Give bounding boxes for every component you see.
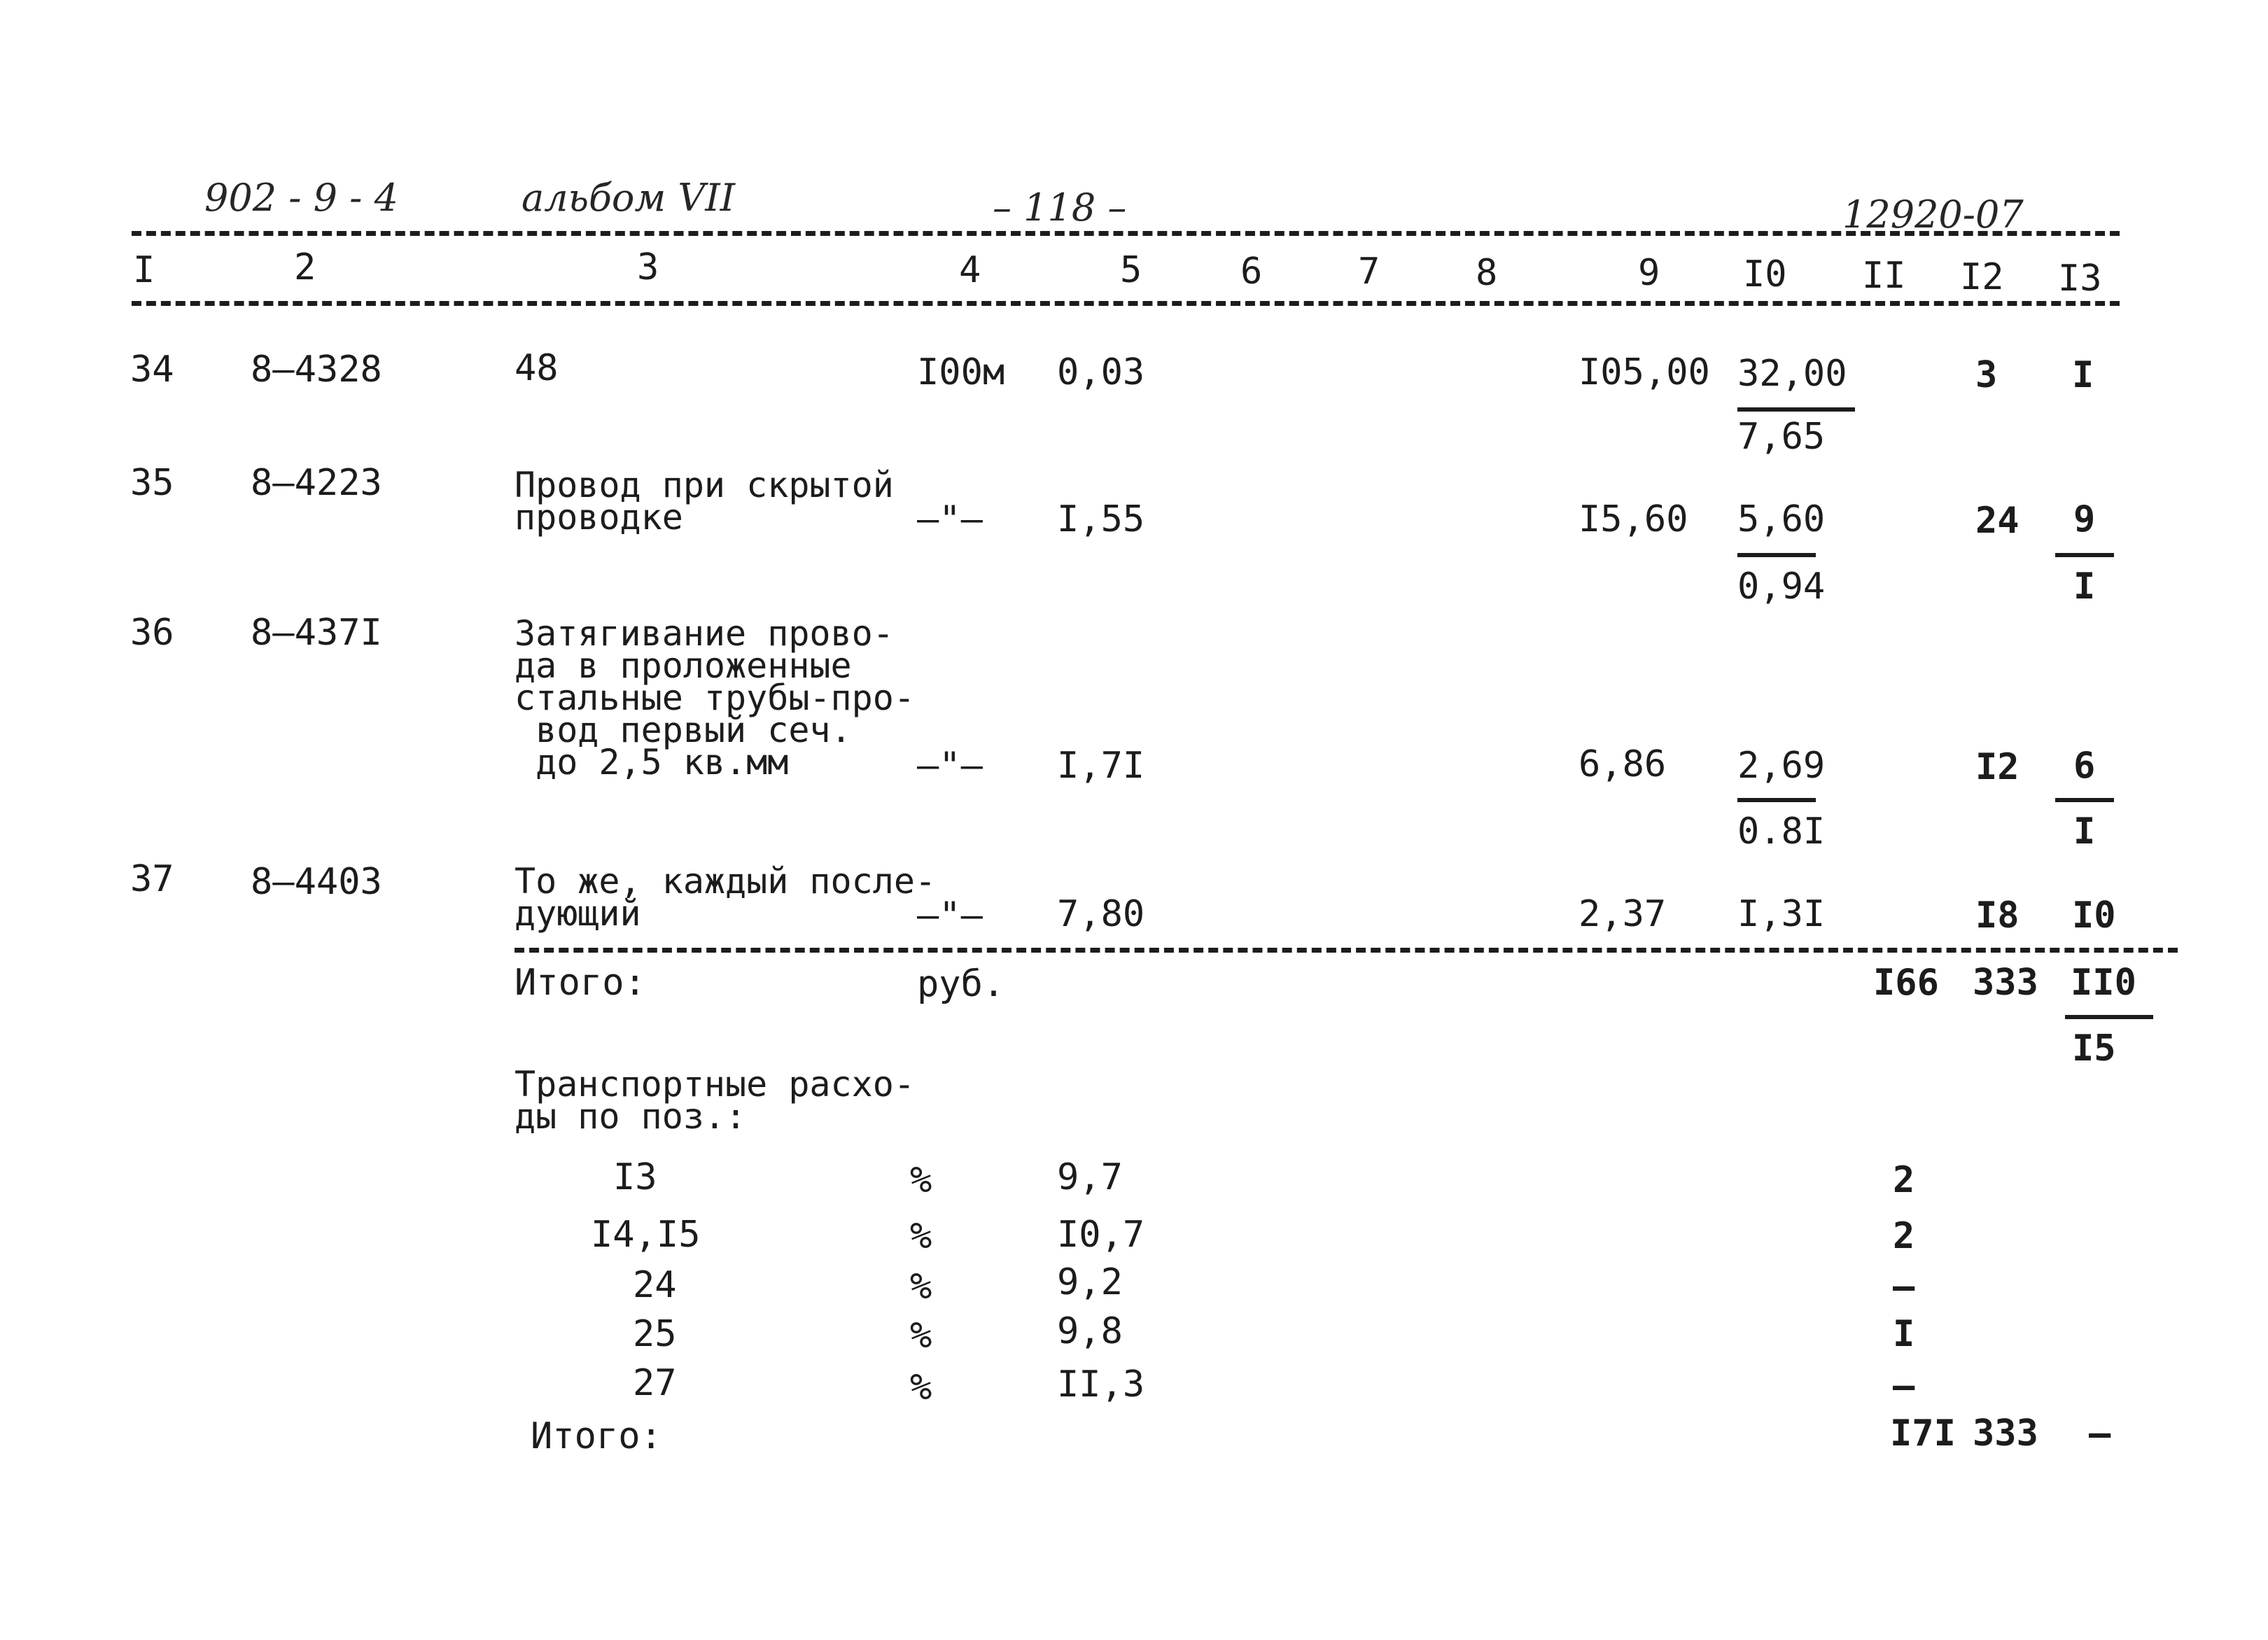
- row-36-col9: 6,86: [1578, 743, 1667, 785]
- transport-value: 9,2: [1057, 1261, 1123, 1303]
- grand-total-col12: 333: [1973, 1413, 2038, 1455]
- row-35-col13-top: 9: [2073, 498, 2096, 540]
- transport-unit: %: [910, 1366, 932, 1408]
- row-37-qty: 7,80: [1057, 893, 1145, 935]
- transport-pos: 25: [633, 1313, 677, 1355]
- col-header-4: 4: [959, 249, 981, 291]
- total-col13-fraction-bar: [2065, 1015, 2153, 1019]
- row-37-unit: –"–: [917, 895, 983, 937]
- row-36-name: Затягивание прово- да в проложенные стальные трубы-про- вод первый сеч. до 2,5 кв.мм: [514, 613, 915, 783]
- row-37-name: То же, каждый после- дующий: [514, 861, 937, 934]
- row-35-col10-bottom: 0,94: [1737, 566, 1826, 608]
- row-35-code: 8–4223: [251, 462, 382, 504]
- col-header-10: I0: [1743, 253, 1787, 295]
- row-34-col13: I: [2072, 354, 2094, 396]
- row-35-col13-fraction-bar: [2055, 553, 2114, 557]
- row-34-col10-bottom: 7,65: [1737, 416, 1826, 458]
- row-35-unit: –"–: [917, 498, 983, 540]
- transport-unit: %: [910, 1215, 932, 1257]
- row-34-col10-top: 32,00: [1737, 353, 1847, 395]
- row-36-col10-bottom: 0.8I: [1737, 811, 1826, 853]
- row-35-pos: 35: [130, 462, 174, 504]
- transport-col11: I: [1893, 1313, 1915, 1355]
- col-header-8: 8: [1476, 252, 1498, 294]
- transport-pos: I3: [613, 1156, 657, 1198]
- col-header-1: I: [133, 249, 155, 291]
- row-37-pos: 37: [130, 858, 174, 900]
- header-rule-bottom: [132, 301, 2120, 306]
- row-36-pos: 36: [130, 612, 174, 654]
- row-34-pos: 34: [130, 349, 174, 391]
- total-col13-top: II0: [2071, 962, 2136, 1004]
- row-35-col10-fraction-bar: [1737, 553, 1816, 557]
- total-col12: 333: [1973, 962, 2038, 1004]
- transport-value: 9,8: [1057, 1310, 1123, 1352]
- transport-unit: %: [910, 1159, 932, 1201]
- transport-col11: 2: [1893, 1215, 1915, 1257]
- col-header-12: I2: [1960, 256, 2004, 298]
- row-34-name: 48: [514, 347, 559, 389]
- col-header-3: 3: [637, 246, 659, 288]
- row-37-code: 8–4403: [251, 861, 382, 903]
- row-35-col10-top: 5,60: [1737, 498, 1826, 540]
- transport-label: Транспортные расхо- ды по поз.:: [514, 1064, 915, 1137]
- row-36-col10-fraction-bar: [1737, 798, 1816, 802]
- row-35-qty: I,55: [1057, 498, 1145, 540]
- total-label: Итого:: [514, 962, 646, 1004]
- grand-total-col13: –: [2089, 1413, 2111, 1455]
- transport-unit: %: [910, 1266, 932, 1308]
- header-rule-top: [132, 231, 2120, 236]
- row-35-col12: 24: [1975, 500, 2019, 542]
- total-col11: I66: [1873, 962, 1939, 1004]
- col-header-6: 6: [1240, 251, 1263, 293]
- transport-pos: 24: [633, 1264, 677, 1306]
- row-36-col13-bottom: I: [2073, 811, 2096, 853]
- total-unit: руб.: [917, 963, 1005, 1005]
- transport-pos: 27: [633, 1362, 677, 1404]
- row-35-col13-bottom: I: [2073, 566, 2096, 608]
- row-34-col10-fraction-bar: [1737, 407, 1855, 412]
- transport-unit: %: [910, 1315, 932, 1357]
- transport-col11: 2: [1893, 1159, 1915, 1201]
- album-label: альбом VII: [522, 176, 736, 220]
- row-34-unit: I00м: [917, 351, 1005, 393]
- document-number: 12920-07: [1842, 192, 2024, 237]
- row-34-col12: 3: [1975, 354, 1998, 396]
- row-34-col9: I05,00: [1578, 351, 1710, 393]
- row-36-col13-fraction-bar: [2055, 798, 2114, 802]
- row-37-col10: I,3I: [1737, 893, 1826, 935]
- total-separator-rule: [514, 948, 2178, 953]
- transport-col11: –: [1893, 1365, 1915, 1407]
- row-37-col13: I0: [2072, 895, 2116, 937]
- col-header-11: II: [1862, 255, 1906, 297]
- row-36-col10-top: 2,69: [1737, 745, 1826, 787]
- transport-col11: –: [1893, 1266, 1915, 1308]
- row-36-code: 8–437I: [251, 612, 382, 654]
- transport-value: II,3: [1057, 1364, 1145, 1406]
- row-36-col12: I2: [1975, 746, 2019, 788]
- row-35-col9: I5,60: [1578, 498, 1688, 540]
- col-header-5: 5: [1120, 249, 1142, 291]
- transport-value: 9,7: [1057, 1156, 1123, 1198]
- row-36-unit: –"–: [917, 745, 983, 787]
- total-col13-bottom: I5: [2072, 1028, 2116, 1070]
- grand-total-col11: I7I: [1890, 1413, 1956, 1455]
- page-number: – 118 –: [993, 185, 1127, 230]
- transport-pos: I4,I5: [591, 1214, 701, 1256]
- col-header-9: 9: [1638, 252, 1660, 294]
- row-37-col9: 2,37: [1578, 893, 1667, 935]
- row-34-qty: 0,03: [1057, 351, 1145, 393]
- col-header-7: 7: [1358, 251, 1380, 293]
- row-34-code: 8–4328: [251, 349, 382, 391]
- row-37-col12: I8: [1975, 895, 2019, 937]
- row-35-name: Провод при скрытой проводке: [514, 465, 894, 538]
- col-header-13: I3: [2058, 258, 2102, 300]
- grand-total-label: Итого:: [531, 1415, 662, 1457]
- row-36-col13-top: 6: [2073, 745, 2096, 787]
- document-code: 902 - 9 - 4: [204, 176, 398, 220]
- row-36-qty: I,7I: [1057, 745, 1145, 787]
- transport-value: I0,7: [1057, 1214, 1145, 1256]
- col-header-2: 2: [294, 246, 316, 288]
